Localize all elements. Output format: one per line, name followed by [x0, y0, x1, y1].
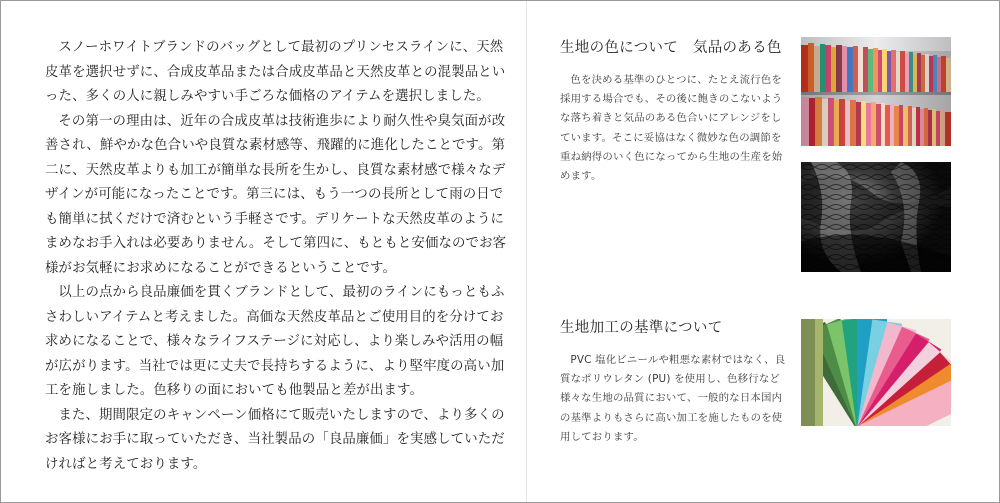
paragraph-conclusion: 以上の点から良品廉価を貫くブランドとして、最初のラインにもっともふさわしいアイテムと考えました。高価な天然皮革品とご使用目的を分けてお求めになることで、様々なライフステージに対応し、より楽しみや活用の幅が広がります。当社では更に丈夫で長持ちするように、より堅牢度の高い加工を施しました。色移りの面においても他製品と差が出ます。 [45, 285, 505, 398]
paragraph-intro: スノーホワイトブランドのバッグとして最初のプリンセスラインに、天然皮革を選択せずに、合成皮革品または合成皮革品と天然皮革との混製品といった、多くの人に親しみやすい手ごろな価格のアイテムを選択しました。 [45, 40, 506, 104]
fabric-rolls-photo [801, 37, 951, 146]
main-article [45, 36, 507, 477]
fabric-swatches-photo [801, 319, 951, 426]
black-leather-photo [801, 162, 951, 272]
paragraph-reasons: その第一の理由は、近年の合成皮革は技術進歩により耐久性や臭気面が改善され、鮮やかな色合いや良質な素材感等、飛躍的に進化したことです。第二に、天然皮革よりも加工が簡単な長所を生かし、良質な素材感で様々なデザインが可能になったことです。第三には、もう一つの長所として雨の日でも簡単に拭くだけで済むという手軽さです。デリケートな天然皮革のようにまめなお手入れは必要ありません。そして第四に、もともと安価なのでお客様がお気軽にお求めになることができるということです。 [45, 113, 507, 276]
fabric-color-text: 色を決める基準のひとつに、たとえ流行色を採用する場合でも、その後に飽きのこないような落ち着きと気品のある色合いにアレンジをしています。そこに妥協はなく微妙な色の調節を重ね納得のいく色になってから生地の生産を始めます。 [560, 74, 783, 183]
column-divider [526, 1, 527, 502]
fabric-processing-section [560, 316, 788, 447]
fabric-color-heading: 生地の色について 気品のある色 [560, 40, 782, 56]
fabric-processing-heading: 生地加工の基準について [560, 320, 723, 336]
fabric-color-section [560, 36, 788, 186]
paragraph-campaign: また、期間限定のキャンペーン価格にて販売いたしますので、より多くのお客様にお手に取っていただき、当社製品の「良品廉価」を実感していただければと考えております。 [45, 407, 505, 472]
fabric-processing-text: PVC 塩化ビニールや粗悪な素材ではなく、良質なポリウレタン (PU) を使用し、色移行など様々な生地の品質において、一般的な日本国内の基準よりもさらに高い加工を施したものを使用しております。 [560, 354, 786, 443]
